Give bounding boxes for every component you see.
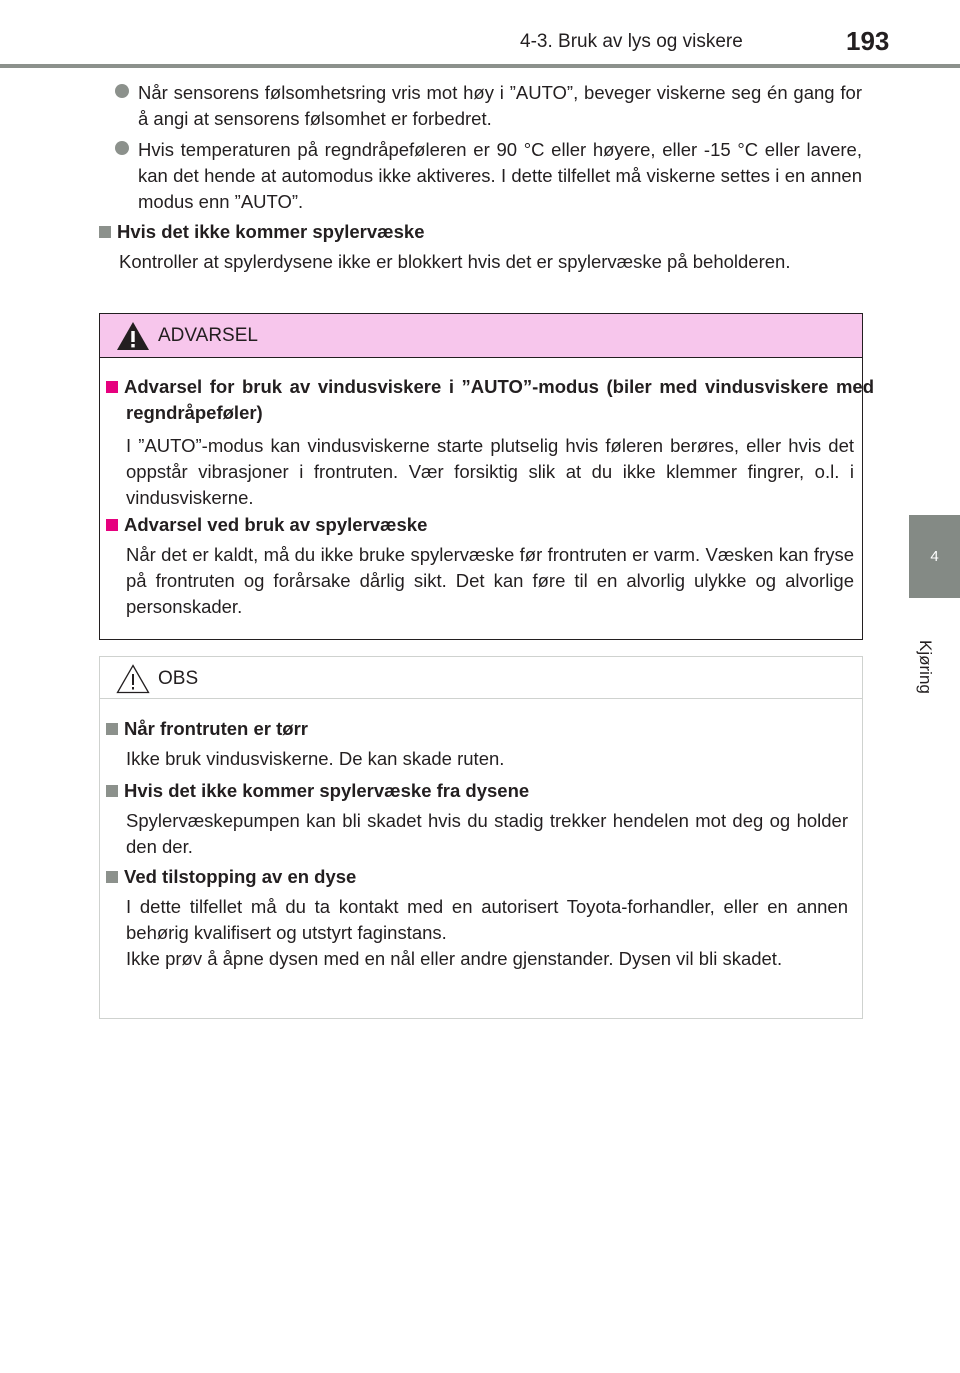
chapter-tab[interactable] — [909, 515, 960, 598]
warning-item-text: I ”AUTO”-modus kan vindusviskerne starte plutselig hvis føleren berøres, eller hvis det oppstår vibrasjoner i frontruten. Vær forsiktig slik at du ikke klemmer fingrer, o.l. i vindusviskerne. — [126, 435, 854, 508]
notice-item-text: Spylervæskepumpen kan bli skadet hvis du stadig trekker hendelen mot deg og holder den der. — [126, 810, 848, 857]
square-bullet-icon — [99, 226, 111, 238]
square-bullet-icon — [106, 519, 118, 531]
bullet-dot-icon — [115, 84, 129, 98]
square-bullet-icon — [106, 871, 118, 883]
notice-item-heading: Ved tilstopping av en dyse — [124, 866, 357, 887]
warning-title: ADVARSEL — [158, 325, 258, 346]
notice-box — [99, 656, 863, 1019]
caution-triangle-icon — [116, 664, 150, 694]
warning-triangle-icon — [116, 321, 150, 351]
header-section-title: 4-3. Bruk av lys og viskere — [520, 31, 743, 52]
warning-header — [100, 314, 862, 358]
header-rule — [0, 64, 960, 68]
bullet-dot-icon — [115, 141, 129, 155]
section-text: Kontroller at spylerdysene ikke er blokkert hvis det er spylervæske på beholderen. — [119, 251, 791, 272]
bullet-item — [115, 80, 862, 132]
chapter-number: 4 — [930, 548, 939, 565]
bullet-text: Hvis temperaturen på regndråpeføleren er 90 °C eller høyere, eller -15 °C eller lavere, kan det hende at automodus ikke aktiveres. I dette tilfellet må viskerne settes i en annen modus enn ”AUTO”. — [138, 139, 862, 212]
square-bullet-icon — [106, 381, 118, 393]
notice-item-text: Ikke bruk vindusviskerne. De kan skade ruten. — [126, 748, 505, 769]
warning-item-heading: Advarsel for bruk av vindusviskere i ”AUTO”-modus (biler med vindusviskere med regndråpeføler) — [124, 376, 874, 423]
section-heading: Hvis det ikke kommer spylervæske — [99, 219, 424, 245]
notice-item-text: Ikke prøv å åpne dysen med en nål eller andre gjenstander. Dysen vil bli skadet. — [126, 948, 783, 969]
bullet-text: Når sensorens følsomhetsring vris mot høy i ”AUTO”, beveger viskerne seg én gang for å angi at sensorens følsomhet er forbedret. — [138, 82, 862, 129]
notice-item-heading: Hvis det ikke kommer spylervæske fra dysene — [124, 780, 530, 801]
warning-item-text: Når det er kaldt, må du ikke bruke spylervæske før frontruten er varm. Væsken kan fryse på frontruten og forårsake dårlig sikt. Det kan føre til en alvorlig ulykke og alvorlige personskader. — [126, 544, 854, 617]
notice-header — [100, 657, 862, 699]
square-bullet-icon — [106, 785, 118, 797]
warning-box — [99, 313, 874, 640]
page-number: 193 — [846, 26, 890, 56]
chapter-label: Kjøring — [916, 640, 935, 694]
square-bullet-icon — [106, 723, 118, 735]
bullet-item — [115, 137, 862, 215]
notice-item-heading: Når frontruten er tørr — [124, 718, 308, 739]
notice-title: OBS — [158, 668, 199, 689]
notice-item-text: I dette tilfellet må du ta kontakt med en autorisert Toyota-forhandler, eller en annen behørig kvalifisert og utstyrt faginstans. — [126, 896, 848, 943]
warning-item-heading: Advarsel ved bruk av spylervæske — [124, 514, 428, 535]
